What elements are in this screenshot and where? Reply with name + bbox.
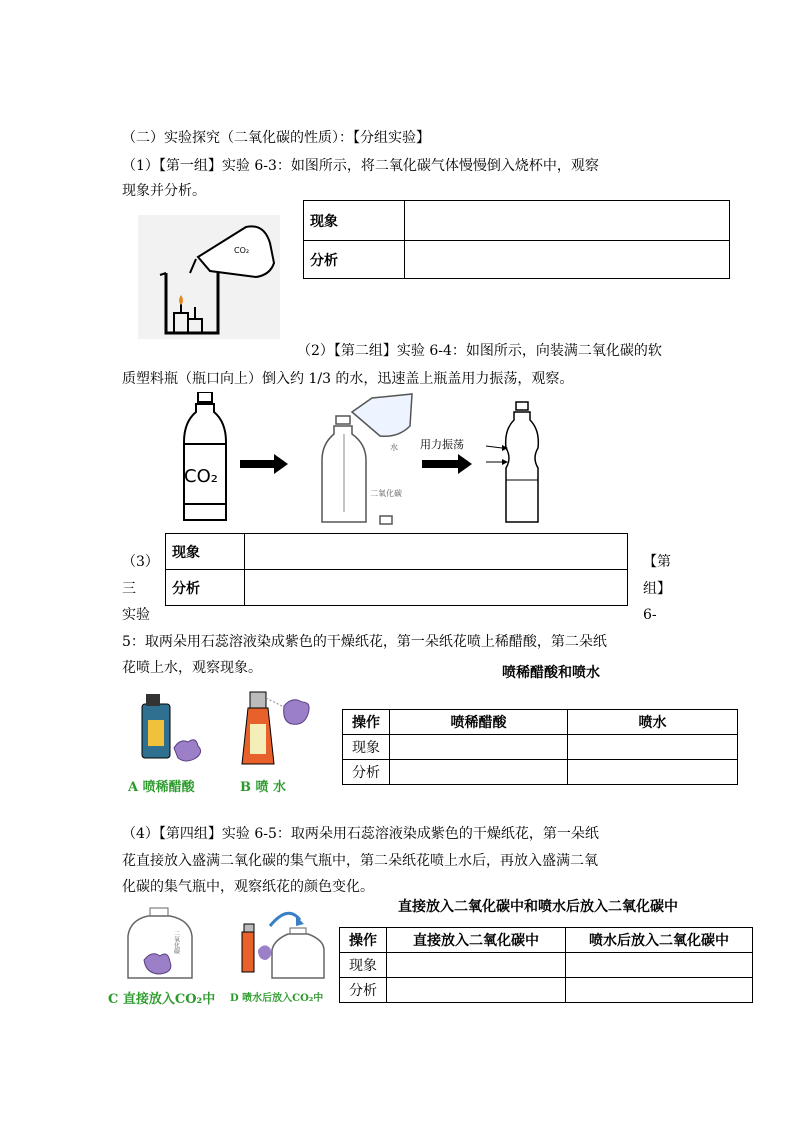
cell-blank[interactable]: [568, 735, 738, 760]
group2-line1: （2）【第二组】实验 6-4：如图所示，向装满二氧化碳的软: [297, 343, 662, 359]
cell-blank[interactable]: [245, 570, 628, 606]
group1-line2: 现象并分析。: [122, 183, 206, 199]
group1-table: [303, 200, 730, 279]
cell-blank[interactable]: [566, 953, 753, 978]
cell-blank[interactable]: [566, 978, 753, 1003]
row-header: 现象: [340, 953, 387, 978]
cell-blank[interactable]: [390, 735, 568, 760]
cell-blank[interactable]: [245, 534, 628, 570]
caption-d: D 喷水后放入CO₂中: [230, 993, 324, 1004]
group2-table: [165, 533, 628, 606]
cell-blank[interactable]: [405, 201, 730, 241]
cell-fenxi: 分析: [166, 570, 245, 606]
jar-label: 二氧化碳: [172, 930, 180, 954]
cell-xianxiang: 现象: [304, 201, 405, 241]
group3-prefix-2: 三: [122, 581, 136, 597]
col-header: 喷水: [568, 710, 738, 735]
row-header: 分析: [343, 760, 390, 785]
section-title: （二）实验探究（二氧化碳的性质）：【分组实验】: [122, 130, 430, 146]
shake-label: 用力振荡: [420, 438, 464, 451]
col-header: 直接放入二氧化碳中: [387, 928, 566, 953]
group2-figure: [176, 392, 556, 528]
col-header: 喷稀醋酸: [390, 710, 568, 735]
group3-line5: 花喷上水，观察现象。: [122, 660, 262, 676]
gas-label: 二氧化碳: [370, 489, 402, 498]
group4-line1: （4）【第四组】实验 6-5：取两朵用石蕊溶液染成紫色的干燥纸花，第一朵纸: [122, 826, 599, 842]
cell-blank[interactable]: [405, 241, 730, 279]
row-header: 现象: [343, 735, 390, 760]
group4-line3: 化碳的集气瓶中，观察纸花的颜色变化。: [122, 879, 374, 895]
group3-table: [342, 709, 738, 785]
group4-figure: [120, 906, 330, 986]
group3-line4: 5：取两朵用石蕊溶液染成紫色的干燥纸花，第一朵纸花喷上稀醋酸，第二朵纸: [122, 634, 607, 650]
cell-blank[interactable]: [390, 760, 568, 785]
group3-prefix: （3）: [122, 554, 159, 570]
group3-table-title: 喷稀醋酸和喷水: [502, 665, 600, 681]
col-header: 操作: [343, 710, 390, 735]
group1-line1: （1）【第一组】实验 6-3：如图所示，将二氧化碳气体慢慢倒入烧杯中，观察: [122, 158, 599, 174]
col-header: 操作: [340, 928, 387, 953]
group4-line2: 花直接放入盛满二氧化碳的集气瓶中，第二朵纸花喷上水后，再放入盛满二氧: [122, 853, 598, 869]
cell-blank[interactable]: [387, 978, 566, 1003]
cell-xianxiang: 现象: [166, 534, 245, 570]
caption-c: C 直接放入CO₂中: [108, 992, 216, 1007]
group1-figure: [138, 215, 280, 339]
group3-suffix-3: 6-: [643, 607, 657, 623]
col-header: 喷水后放入二氧化碳中: [566, 928, 753, 953]
group4-table: [339, 927, 753, 1003]
group3-figure: [136, 684, 316, 774]
group3-suffix: 【第: [643, 554, 671, 570]
group4-table-title: 直接放入二氧化碳中和喷水后放入二氧化碳中: [398, 899, 678, 915]
water-label: 水: [390, 443, 398, 452]
group3-prefix-3: 实验: [122, 607, 150, 623]
cell-blank[interactable]: [387, 953, 566, 978]
caption-b: B 喷 水: [240, 780, 287, 795]
cell-blank[interactable]: [568, 760, 738, 785]
co2-label: CO₂: [234, 246, 250, 255]
cell-fenxi: 分析: [304, 241, 405, 279]
caption-a: A 喷稀醋酸: [128, 780, 195, 795]
group3-suffix-2: 组】: [643, 581, 671, 597]
row-header: 分析: [340, 978, 387, 1003]
group2-line2: 质塑料瓶（瓶口向上）倒入约 1/3 的水，迅速盖上瓶盖用力振荡，观察。: [122, 371, 574, 387]
bottle-co2-label: CO₂: [184, 466, 218, 487]
